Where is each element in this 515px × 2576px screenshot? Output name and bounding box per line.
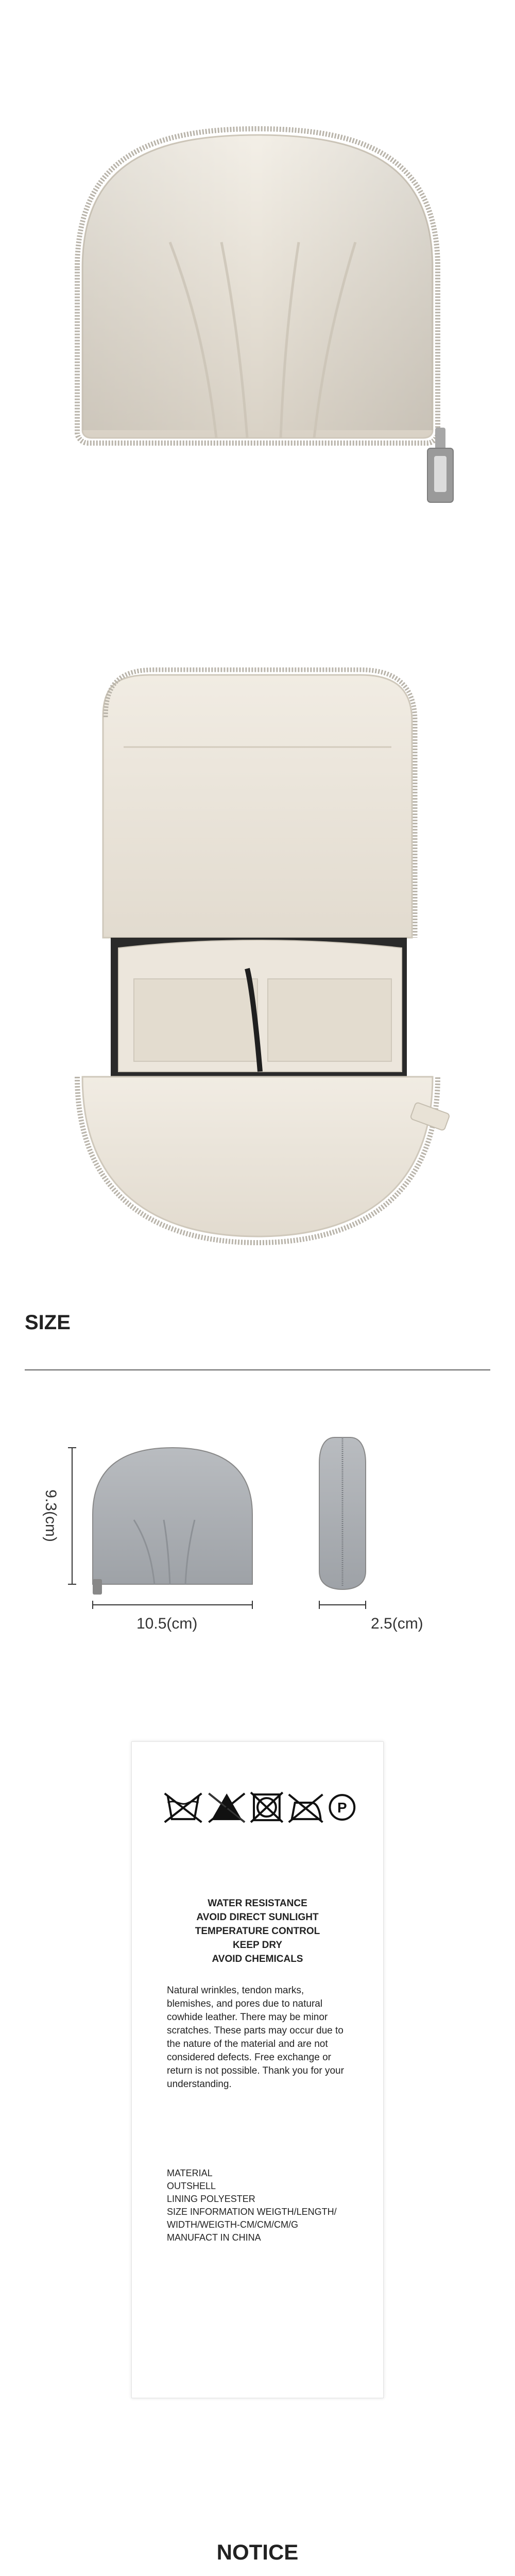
- notice-title: NOTICE: [216, 2540, 299, 2564]
- spec-line: MANUFACT IN CHINA: [167, 2232, 261, 2243]
- depth-dimension-label: 2.5(cm): [371, 1615, 423, 1632]
- product-photo-open: [0, 526, 515, 1288]
- care-line: KEEP DRY: [232, 1940, 283, 1951]
- svg-text:P: P: [337, 1799, 347, 1816]
- size-title: SIZE: [25, 1311, 71, 1334]
- care-instructions: [132, 1896, 383, 1966]
- spec-line: LINING POLYESTER: [167, 2194, 255, 2204]
- no-bleach-icon: [209, 1793, 245, 1822]
- care-line: AVOID CHEMICALS: [212, 1954, 303, 1964]
- product-photo-closed: [0, 0, 515, 526]
- care-specs: [167, 2167, 352, 2244]
- no-water-wash-icon: [165, 1793, 202, 1822]
- care-label-card: [131, 1741, 384, 2398]
- size-divider: [25, 1369, 490, 1370]
- height-dimension-label: 9.3(cm): [42, 1489, 59, 1542]
- spec-line: OUTSHELL: [167, 2181, 216, 2191]
- spec-line: WIDTH/WEIGTH-CM/CM/CM/G: [167, 2219, 298, 2230]
- care-line: TEMPERATURE CONTROL: [195, 1926, 320, 1937]
- no-iron-icon: [289, 1794, 323, 1822]
- no-tumble-dry-icon: [251, 1792, 283, 1822]
- width-dimension-label: 10.5(cm): [136, 1615, 198, 1632]
- wallet-closed-image: [0, 0, 515, 526]
- care-disclaimer: Natural wrinkles, tendon marks, blemishes, and pores due to natural cowhide leather. There may be minor scratches. These parts may occur due to the nature of the material and are not considered defects. Free exchange or return is not possible. Thank you for your understanding.: [167, 1985, 344, 2090]
- size-drawing: [0, 1406, 515, 1685]
- wallet-open-image: [0, 526, 515, 1288]
- spec-line: SIZE INFORMATION WEIGTH/LENGTH/: [167, 2207, 337, 2217]
- care-line: WATER RESISTANCE: [208, 1898, 307, 1909]
- size-diagram: [0, 1406, 515, 1685]
- care-icons-row: [132, 1778, 383, 1835]
- spec-line: MATERIAL: [167, 2168, 213, 2178]
- dry-clean-p-icon: [330, 1795, 354, 1820]
- care-line: AVOID DIRECT SUNLIGHT: [196, 1912, 319, 1923]
